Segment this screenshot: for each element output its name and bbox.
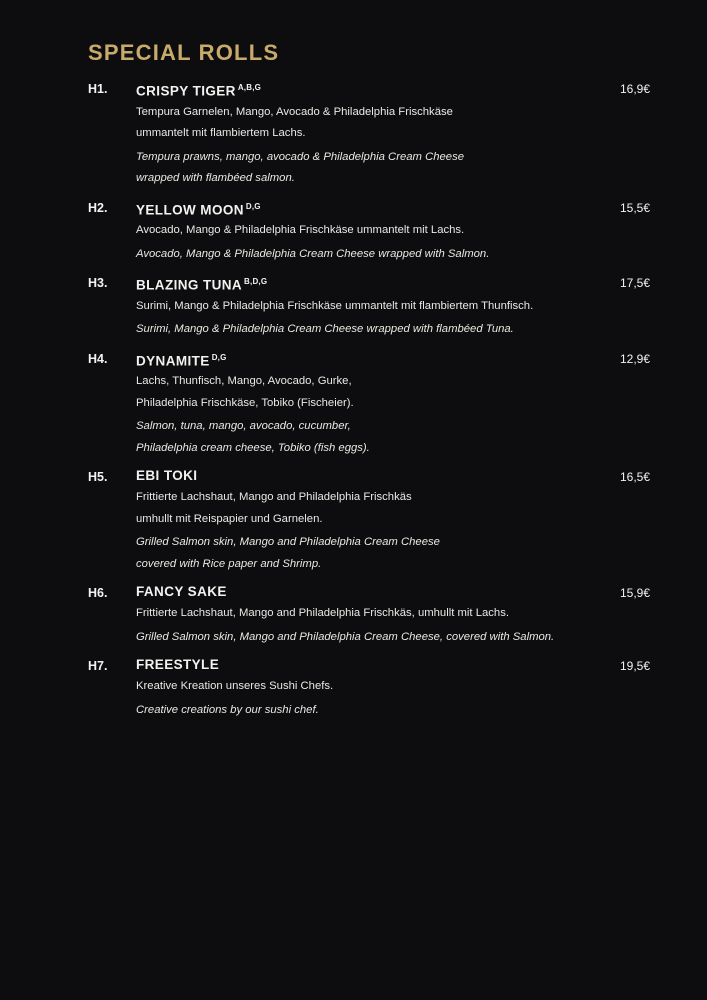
menu-item-allergen-codes: B,D,G: [244, 277, 268, 286]
description-line: ummantelt mit flambiertem Lachs.: [136, 127, 306, 139]
menu-item-header: [88, 199, 650, 219]
menu-item-name: CRISPY TIGER: [136, 83, 236, 99]
menu-item-code: H3.: [88, 276, 108, 290]
menu-item: [88, 199, 650, 266]
menu-item-price: 16,5€: [619, 470, 650, 484]
menu-item-description-de: [136, 676, 650, 698]
menu-item-name: YELLOW MOON: [136, 202, 244, 217]
menu-item-header: [88, 350, 650, 370]
menu-item-code: H7.: [88, 659, 108, 673]
menu-item-allergen-codes: A,B,G: [237, 83, 262, 92]
menu-item-description-de: [136, 296, 650, 318]
description-line: Avocado, Mango & Philadelphia Frischkäse ummantelt mit Lachs.: [136, 224, 465, 236]
description-line: Tempura Garnelen, Mango, Avocado & Philadelphia Frischkäse: [136, 105, 453, 118]
menu-item: [88, 584, 650, 648]
menu-item-description-de: [136, 220, 650, 242]
description-line: Frittierte Lachshaut, Mango and Philadelphia Frischkäs: [136, 491, 412, 503]
menu-item-name-wrap: [136, 657, 580, 673]
description-line: covered with Rice paper and Shrimp.: [136, 557, 322, 570]
menu-item-name-wrap: [136, 199, 580, 219]
menu-item-header: [88, 657, 650, 674]
menu-item-description-en: [136, 147, 650, 190]
description-line: Creative creations by our sushi chef.: [136, 703, 319, 716]
menu-item-description-de: [136, 102, 650, 145]
description-line: Lachs, Thunfisch, Mango, Avocado, Gurke,: [136, 375, 352, 387]
description-line: Surimi, Mango & Philadelphia Frischkäse ummantelt mit flambiertem Thunfisch.: [136, 299, 534, 312]
menu-item-header: [88, 80, 650, 100]
description-line: Surimi, Mango & Philadelphia Cream Cheese wrapped with flambéed Tuna.: [136, 323, 514, 335]
menu-item-description-de: [136, 603, 650, 625]
menu-item-price: 15,5€: [619, 200, 650, 215]
menu-item-name-wrap: [136, 80, 580, 100]
menu-item: [88, 350, 650, 460]
menu-item: [88, 80, 650, 190]
menu-item-code: H6.: [88, 586, 108, 600]
menu-item-description-de: [136, 371, 650, 414]
menu-item-name-wrap: [136, 584, 580, 600]
menu-item-header: [88, 584, 650, 601]
page-title: SPECIAL ROLLS: [88, 40, 280, 65]
menu-item-code: H4.: [88, 351, 108, 366]
menu-item-description-en: [136, 532, 650, 575]
menu-item-name: FREESTYLE: [136, 657, 220, 672]
menu-item-name: FANCY SAKE: [136, 584, 227, 599]
description-line: Frittierte Lachshaut, Mango and Philadelphia Frischkäs, umhullt mit Lachs.: [136, 607, 509, 619]
description-line: Kreative Kreation unseres Sushi Chefs.: [136, 680, 334, 692]
menu-item-code: H1.: [88, 82, 108, 96]
description-line: Tempura prawns, mango, avocado & Philadelphia Cream Cheese: [136, 150, 465, 163]
menu-item-price: 17,5€: [619, 276, 650, 290]
description-line: Philadelphia Frischkäse, Tobiko (Fischeier).: [136, 396, 354, 409]
menu-item-price: 12,9€: [619, 351, 650, 366]
menu-item-name-wrap: [136, 350, 580, 370]
menu-item-description-en: [136, 319, 650, 341]
menu-item-price: 15,9€: [619, 586, 650, 600]
menu-item-code: H2.: [88, 200, 108, 215]
description-line: wrapped with flambéed salmon.: [136, 172, 295, 184]
menu-item-description-en: [136, 416, 650, 459]
menu-item-list: [88, 80, 650, 721]
menu-content: [88, 40, 650, 730]
menu-item-name: EBI TOKI: [136, 468, 198, 483]
description-line: Philadelphia cream cheese, Tobiko (fish eggs).: [136, 441, 370, 454]
description-line: umhullt mit Reispapier und Garnelen.: [136, 512, 323, 525]
menu-item-allergen-codes: D,G: [211, 352, 227, 362]
menu-item: [88, 274, 650, 341]
menu-item-description-en: [136, 700, 650, 722]
menu-item-description-de: [136, 487, 650, 530]
description-line: Grilled Salmon skin, Mango and Philadelphia Cream Cheese, covered with Salmon.: [136, 630, 555, 643]
menu-item-code: H5.: [88, 470, 108, 484]
menu-item-header: [88, 468, 650, 485]
menu-item-name: DYNAMITE: [136, 353, 210, 368]
menu-item-allergen-codes: D,G: [245, 201, 261, 211]
menu-item-description-en: [136, 627, 650, 649]
menu-item-description-en: [136, 244, 650, 266]
menu-item-price: 19,5€: [619, 659, 650, 673]
menu-item-price: 16,9€: [619, 82, 650, 96]
description-line: Avocado, Mango & Philadelphia Cream Cheese wrapped with Salmon.: [136, 247, 490, 260]
menu-item-name: BLAZING TUNA: [136, 277, 243, 293]
description-line: Grilled Salmon skin, Mango and Philadelphia Cream Cheese: [136, 536, 440, 548]
description-line: Salmon, tuna, mango, avocado, cucumber,: [136, 420, 351, 432]
menu-item-header: [88, 274, 650, 294]
menu-item-name-wrap: [136, 274, 580, 294]
menu-item: [88, 657, 650, 721]
menu-item: [88, 468, 650, 575]
menu-item-name-wrap: [136, 468, 580, 484]
